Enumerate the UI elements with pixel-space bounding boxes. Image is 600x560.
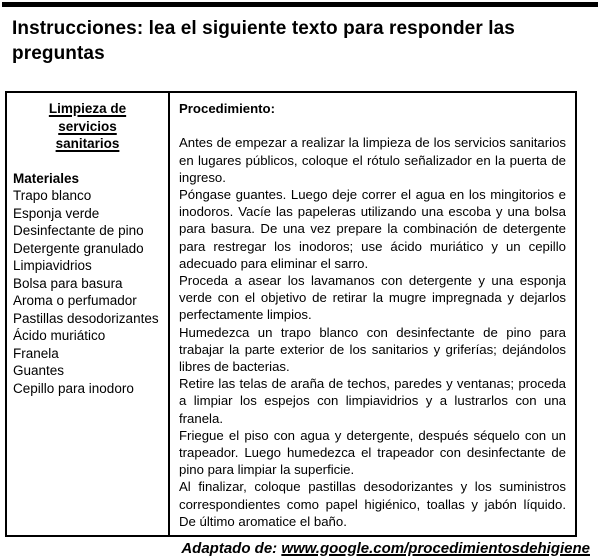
page-title: Instrucciones: lea el siguiente texto para responder las preguntas (12, 18, 515, 65)
material-item: Esponja verde (13, 205, 100, 221)
material-item: Limpiavidrios (13, 258, 92, 274)
procedure-paragraph: Retire las telas de araña de techos, paredes y ventanas; proceda a limpiar los espejos con limpiavidrios y a lustrarlos con una franela. (179, 376, 566, 426)
top-rule (2, 2, 598, 7)
materials-column (7, 93, 170, 535)
material-item: Desinfectante de pino (13, 223, 144, 239)
material-item: Bolsa para basura (13, 275, 123, 291)
procedure-paragraph: Proceda a asear los lavamanos con detergente y una esponja verde con el objetivo de retirar la mugre impregnada y dejarlos perfectamente limpios. (179, 272, 566, 323)
procedure-paragraph: Póngase guantes. Luego deje correr el agua en los mingitorios e inodoros. Vacíe las papeleras utilizando una escoba y una bolsa para basura. De una vez prepare la combinación de detergente para restregar los inodoros; use ácido muriático y un cepillo adecuado para eliminar el sarro. (179, 186, 566, 271)
source-link[interactable]: www.google.com/procedimientosdehigiene (281, 540, 590, 558)
source-label: Adaptado de: (181, 540, 278, 558)
material-item: Guantes (13, 363, 65, 379)
material-item: Trapo blanco (13, 188, 92, 204)
material-item: Ácido muriático (13, 328, 106, 344)
materials-label: Materiales (13, 170, 80, 186)
procedure-paragraph: Al finalizar, coloque pastillas desodorizantes y los suministros correspondientes como papel higiénico, toallas y jabón líquido. De último aromatice el baño. (179, 479, 566, 529)
procedure-column (170, 93, 575, 535)
material-item: Cepillo para inodoro (13, 380, 134, 396)
procedure-header: Procedimiento: (179, 101, 275, 117)
material-item: Detergente granulado (13, 240, 144, 256)
procedure-paragraph: Humedezca un trapo blanco con desinfectante de pino para trabajar la parte exterior de los sanitarios y griferías; dejándolos libres de bacterias. (179, 324, 566, 374)
procedure-paragraph: Friegue el piso con agua y detergente, después séquelo con un trapeador. Luego humedezca el trapeador con desinfectante de pino para limpiar la superficie. (179, 427, 566, 478)
material-item: Aroma o perfumador (13, 293, 137, 309)
material-item: Pastillas desodorizantes (13, 310, 159, 326)
procedure-paragraph: Antes de empezar a realizar la limpieza de los servicios sanitarios en lugares públicos, coloque el rótulo señalizador en la puerta de ingreso. (179, 135, 566, 185)
materials-list (13, 187, 162, 397)
content-table (5, 91, 577, 537)
source-attribution (0, 540, 590, 557)
left-column-header: Limpieza de servicios sanitarios (48, 101, 127, 152)
material-item: Franela (13, 345, 59, 361)
